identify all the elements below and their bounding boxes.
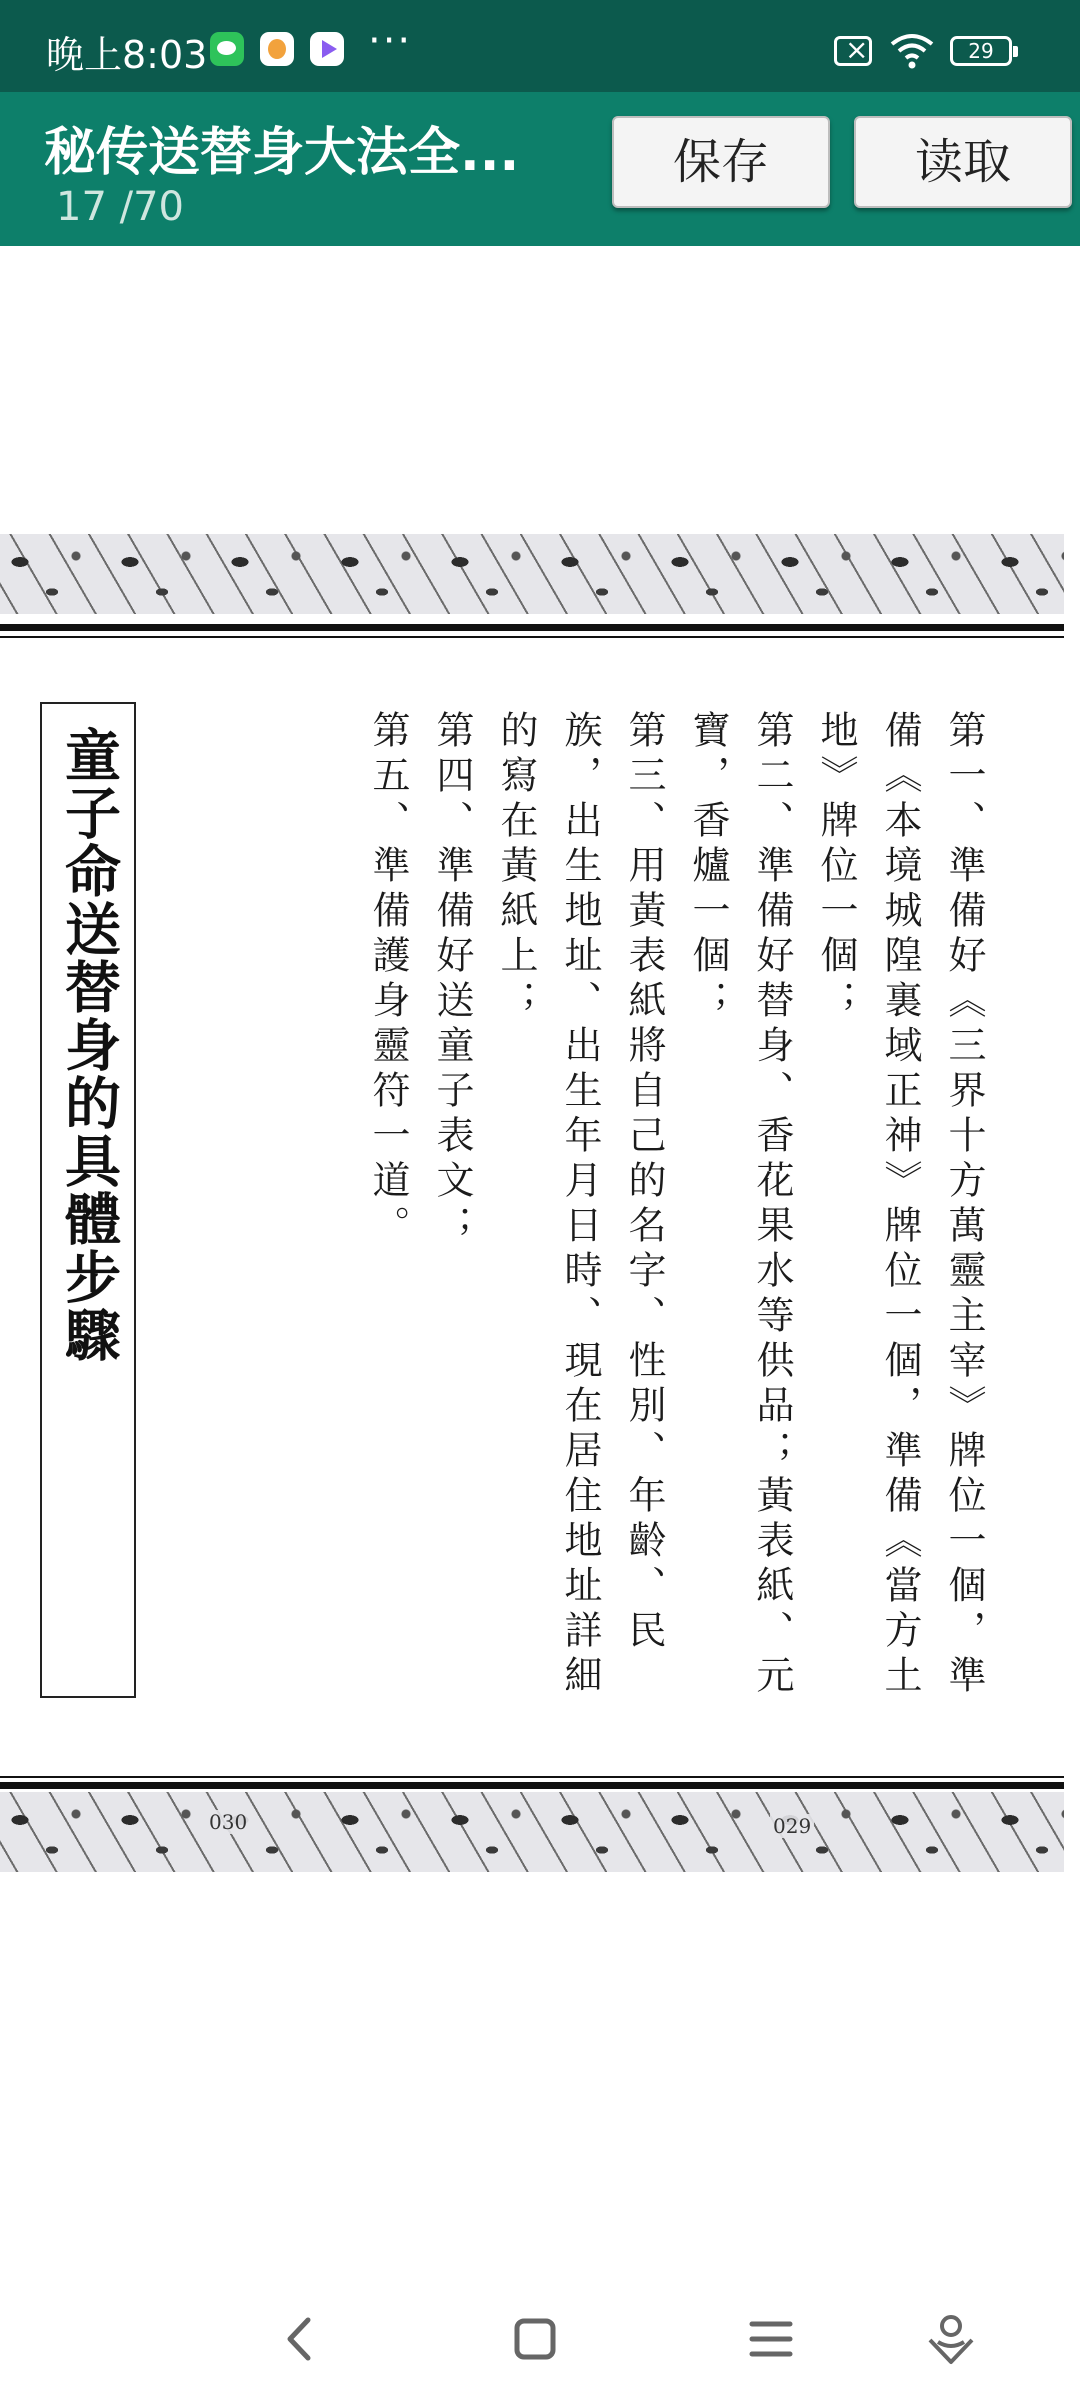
document-viewer[interactable] <box>0 246 1080 2276</box>
battery-icon: 29 <box>950 36 1012 66</box>
navigation-bar <box>0 2280 1080 2400</box>
menu-icon[interactable] <box>736 2304 806 2374</box>
home-icon[interactable] <box>500 2304 570 2374</box>
paragraph: 第五、準備護身靈符一道。 <box>366 710 410 1250</box>
divider <box>0 1782 1064 1789</box>
sim-absent-icon <box>834 36 872 66</box>
load-button[interactable]: 读取 <box>854 116 1072 208</box>
assistant-icon[interactable] <box>916 2304 986 2374</box>
more-notifications-icon: ··· <box>368 18 413 64</box>
paragraph: 第四、準備好送童子表文； <box>430 710 474 1250</box>
back-icon[interactable] <box>266 2304 336 2374</box>
page-counter: 17 /70 <box>56 184 184 230</box>
paragraph: 第二、準備好替身、香花果水等供品；黃表紙、元寶，香爐一個； <box>686 710 794 1700</box>
page-number-left: 030 <box>206 1810 250 1834</box>
divider <box>0 624 1064 631</box>
document-body <box>176 710 996 1730</box>
decorative-border-bottom <box>0 1792 1064 1872</box>
status-time: 晚上8:03 <box>46 33 208 77</box>
decorative-border-top <box>0 534 1064 614</box>
wechat-icon <box>210 32 244 66</box>
page-number-right: 029 <box>770 1814 814 1838</box>
divider <box>0 636 1064 638</box>
app-header <box>0 92 1080 246</box>
chapter-heading-box <box>40 702 136 1698</box>
divider <box>0 1776 1064 1778</box>
wifi-icon <box>888 30 936 70</box>
save-button[interactable]: 保存 <box>612 116 830 208</box>
paragraph: 第一、準備好《三界十方萬靈主宰》牌位一個，準備《本境城隍裏域正神》牌位一個，準備《當方土地》牌位一個； <box>814 710 986 1700</box>
status-bar <box>0 0 1080 92</box>
document-title: 秘传送替身大法全... <box>44 123 520 183</box>
paragraph: 第三、用黃表紙將自己的名字、性別、年齡、民族，出生地址、出生年月日時、現在居住地址詳細的寫在黃紙上； <box>494 710 666 1700</box>
chapter-heading: 童子命送替身的具體步驟 <box>56 726 121 1364</box>
video-app-icon <box>310 32 344 66</box>
app-notification-icon <box>260 32 294 66</box>
